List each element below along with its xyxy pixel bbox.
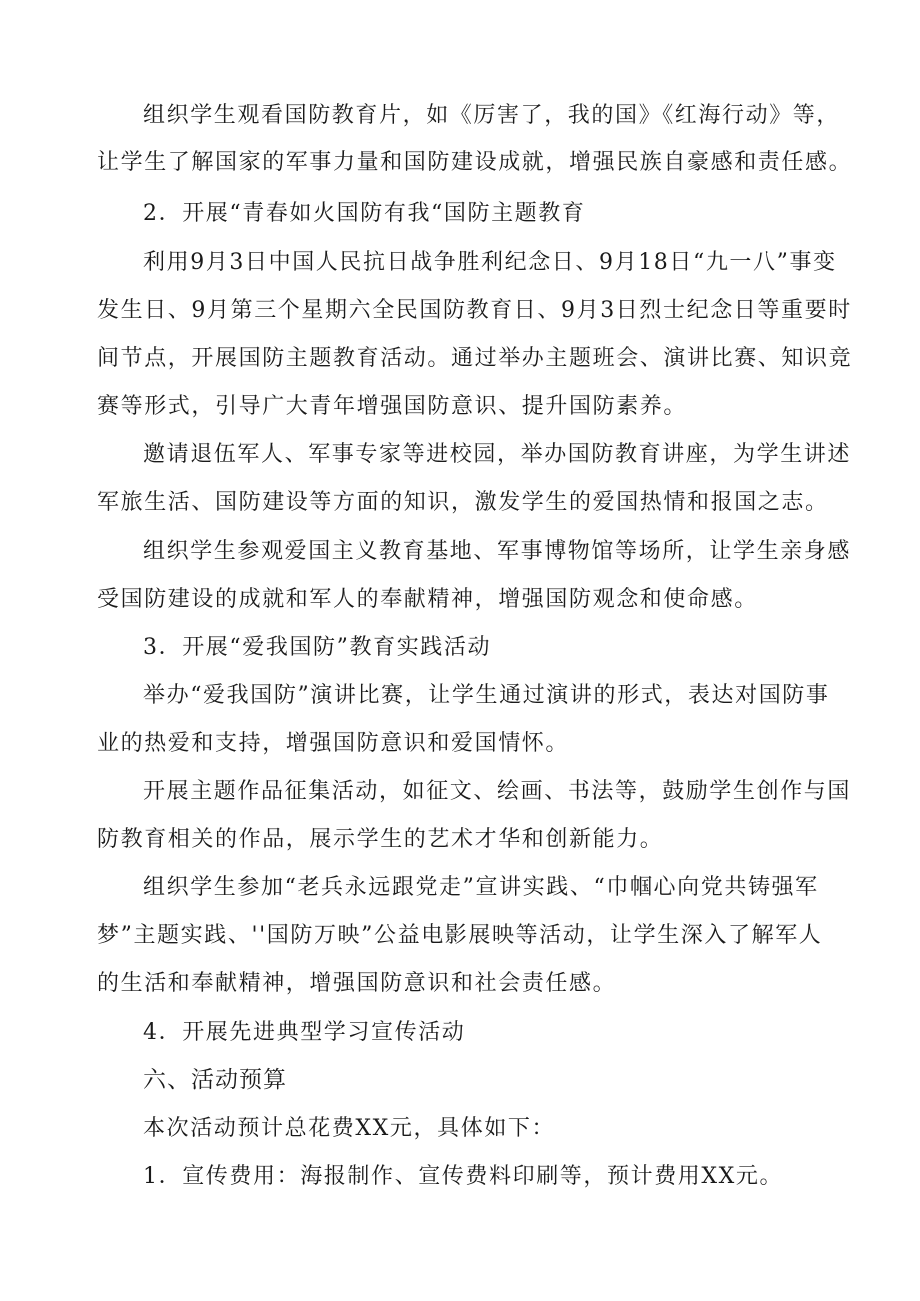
paragraph-line: 举办“爱我国防”演讲比赛，让学生通过演讲的形式，表达对国防事: [143, 683, 830, 708]
paragraph-line: 受国防建设的成就和军人的奉献精神，增强国防观念和使命感。: [97, 587, 758, 612]
section-heading: 六、活动预算: [143, 1067, 287, 1093]
paragraph-line: 的生活和奉献精神，增强国防意识和社会责任感。: [97, 971, 617, 996]
paragraph-line: 赛等形式，引导广大青年增强国防意识、提升国防素养。: [97, 394, 688, 419]
section-item-title: 4．开展先进典型学习宣传活动: [143, 1020, 466, 1045]
paragraph-line: 梦”主题实践、''国防万映”公益电影展映等活动，让学生深入了解军人: [97, 923, 823, 948]
paragraph-line: 间节点，开展国防主题教育活动。通过举办主题班会、演讲比赛、知识竞: [97, 346, 853, 371]
paragraph-line: 军旅生活、国防建设等方面的知识，激发学生的爱国热情和报国之志。: [97, 490, 829, 515]
paragraph-line: 让学生了解国家的军事力量和国防建设成就，增强民族自豪感和责任感。: [97, 150, 853, 175]
paragraph-line: 业的热爱和支持，增强国防意识和爱国情怀。: [97, 731, 570, 756]
paragraph-line: 邀请退伍军人、军事专家等进校园，举办国防教育讲座，为学生讲述: [143, 442, 852, 467]
paragraph-line: 组织学生参加“老兵永远跟党走”宣讲实践、“巾帼心向党共铸强军: [143, 875, 819, 900]
section-item-title: 2．开展“青春如火国防有我“国防主题教育: [143, 201, 586, 226]
paragraph-line: 利用9月3日中国人民抗日战争胜利纪念日、9月18日“九一八”事变: [143, 250, 837, 275]
paragraph-line: 防教育相关的作品，展示学生的艺术才华和创新能力。: [97, 827, 664, 852]
paragraph-line: 发生日、9月第三个星期六全民国防教育日、9月3日烈士纪念日等重要时: [97, 298, 852, 323]
paragraph-line: 组织学生参观爱国主义教育基地、军事博物馆等场所，让学生亲身感: [143, 539, 852, 564]
paragraph-line: 组织学生观看国防教育片，如《厉害了，我的国》《红海行动》等，: [143, 103, 841, 128]
paragraph-line: 开展主题作品征集活动，如征文、绘画、书法等，鼓励学生创作与国: [143, 779, 852, 804]
paragraph-line: 本次活动预计总花费XX元，具体如下：: [143, 1116, 556, 1141]
budget-list-item: 1．宣传费用：海报制作、宣传费料印刷等，预计费用XX元。: [143, 1164, 784, 1189]
section-item-title: 3．开展“爱我国防”教育实践活动: [143, 635, 492, 660]
